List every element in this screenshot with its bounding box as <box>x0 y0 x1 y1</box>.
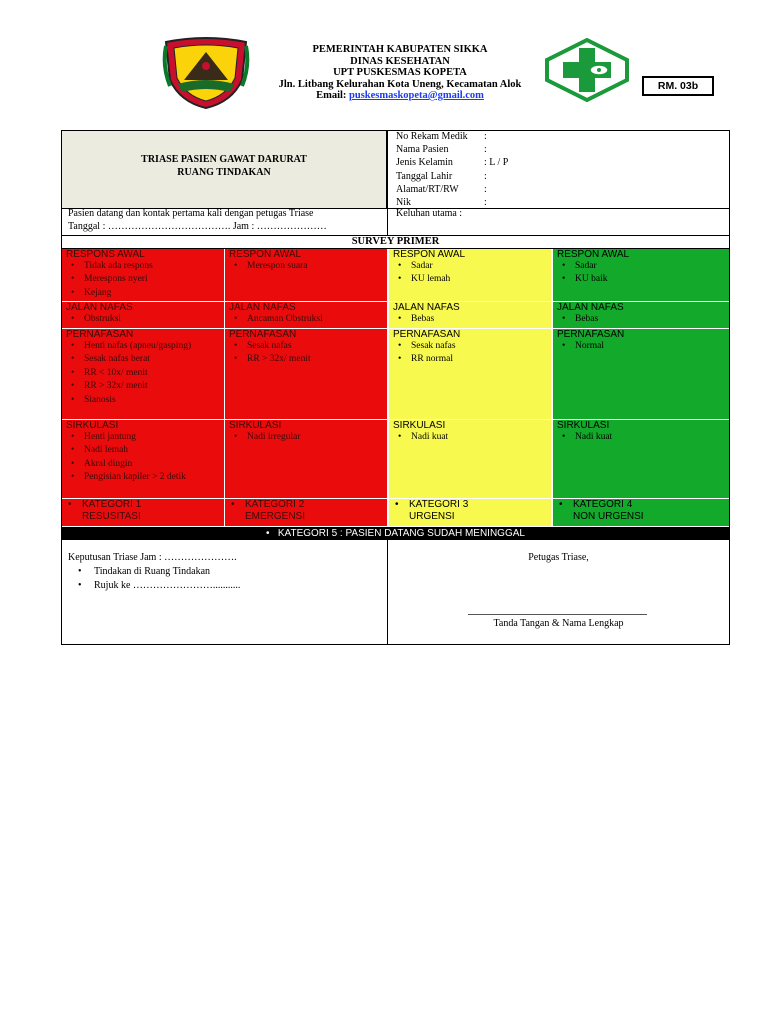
yellow-kategori-label: KATEGORI 3 <box>409 499 469 510</box>
decision-option-tindakan[interactable]: • Tindakan di Ruang Tindakan <box>94 565 240 579</box>
green-sirkulasi-item: • Nadi kuat <box>575 431 729 444</box>
red1-jalan-cell <box>62 302 224 328</box>
yellow-respons-cell <box>389 249 551 301</box>
green-kategori-cell: • KATEGORI 4 NON URGENSI <box>553 499 729 526</box>
decision-option-rujuk[interactable]: • Rujuk ke ……………………........... <box>94 579 240 593</box>
yellow-pernafasan-item: • RR normal <box>411 353 551 366</box>
red1-jalan-item: • Obstruksi <box>84 313 224 326</box>
red2-pernafasan-cell <box>225 329 387 419</box>
green-pernafasan-cell <box>553 329 729 419</box>
yellow-pernafasan-item: • Sesak nafas <box>411 340 551 353</box>
patient-info-block <box>396 130 726 209</box>
red1-jalan-heading: JALAN NAFAS <box>66 302 133 313</box>
patient-field-medical-record[interactable]: No Rekam Medik : <box>396 131 487 142</box>
red2-respons-item: • Merespon suara <box>247 260 387 273</box>
header-line-government: PEMERINTAH KABUPATEN SIKKA <box>312 44 488 55</box>
red2-pernafasan-heading: PERNAFASAN <box>229 329 297 340</box>
signature-line[interactable] <box>468 614 647 615</box>
triage-decision <box>68 551 240 593</box>
divider-vertical-top <box>387 130 388 235</box>
red1-sirkulasi-item: • Akral dingin <box>84 458 224 471</box>
green-respons-heading: RESPON AWAL <box>557 249 630 260</box>
form-title-line1: TRIASE PASIEN GAWAT DARURAT <box>141 154 307 165</box>
red1-kategori-cell: • KATEGORI 1 RESUSITASI <box>62 499 224 526</box>
red2-jalan-heading: JALAN NAFAS <box>229 302 296 313</box>
red2-kategori-name: EMERGENSI <box>245 511 306 522</box>
survey-primer-title: SURVEY PRIMER <box>351 236 440 247</box>
yellow-respons-item: • Sadar <box>411 260 551 273</box>
patient-field-nik[interactable]: Nik : <box>396 197 487 209</box>
sikka-regency-emblem-icon <box>160 36 252 110</box>
yellow-kategori-name: URGENSI <box>409 511 455 522</box>
red1-pernafasan-item: • RR > 32x/ menit <box>84 380 224 393</box>
arrival-text: Pasien datang dan kontak pertama kali dengan petugas Triase <box>68 208 314 219</box>
red2-jalan-item: • Ancaman Obstruksi <box>247 313 387 326</box>
red2-jalan-cell <box>225 302 387 328</box>
patient-field-gender[interactable]: Jenis Kelamin : L / P <box>396 157 509 169</box>
yellow-respons-heading: RESPON AWAL <box>393 249 466 260</box>
red1-sirkulasi-heading: SIRKULASI <box>66 420 119 431</box>
yellow-respons-item: • KU lemah <box>411 273 551 286</box>
patient-field-name[interactable]: Nama Pasien : <box>396 144 487 156</box>
email-link[interactable]: puskesmaskopeta@gmail.com <box>349 90 484 101</box>
arrival-date-time[interactable]: Tanggal : ………………………………. Jam : ………………… <box>68 221 327 232</box>
green-pernafasan-item: • Normal <box>575 340 729 353</box>
kategori-5-label: KATEGORI 5 : PASIEN DATANG SUDAH MENINGGAL <box>277 528 525 539</box>
header-line-department: DINAS KESEHATAN <box>350 55 450 67</box>
puskesmas-logo-icon <box>543 38 631 102</box>
red2-sirkulasi-item: • Nadi irregular <box>247 431 387 444</box>
yellow-pernafasan-heading: PERNAFASAN <box>393 329 461 340</box>
yellow-sirkulasi-heading: SIRKULASI <box>393 420 446 431</box>
medical-record-code: RM. 03b <box>642 76 714 96</box>
red1-sirkulasi-cell <box>62 420 224 498</box>
patient-field-birth-date[interactable]: Tanggal Lahir : <box>396 170 487 182</box>
green-kategori-name: NON URGENSI <box>573 511 644 522</box>
kategori-5-bar <box>62 527 729 540</box>
red1-pernafasan-item: • Sesak nafas berat <box>84 353 224 366</box>
red2-respons-heading: RESPON AWAL <box>229 249 302 260</box>
red2-kategori-cell: • KATEGORI 2 EMERGENSI <box>225 499 387 526</box>
red2-kategori-label: KATEGORI 2 <box>245 499 305 510</box>
kategori-5-bullet: • <box>266 528 278 539</box>
form-title-line2: RUANG TINDAKAN <box>177 167 271 178</box>
green-respons-item: • KU baik <box>575 273 729 286</box>
green-respons-cell <box>553 249 729 301</box>
red2-pernafasan-item: • Sesak nafas <box>247 340 387 353</box>
green-respons-item: • Sadar <box>575 260 729 273</box>
institution-header <box>250 44 550 102</box>
red1-respons-item: • Kejang <box>84 287 224 300</box>
yellow-kategori-cell: • KATEGORI 3 URGENSI <box>389 499 551 526</box>
decision-time[interactable]: Keputusan Triase Jam : …………………. <box>68 552 237 563</box>
main-complaint[interactable]: Keluhan utama : <box>396 208 463 219</box>
triage-officer-label: Petugas Triase, <box>528 552 589 563</box>
email-label: Email: <box>316 90 350 101</box>
header-line-puskesmas: UPT PUSKESMAS KOPETA <box>333 67 467 78</box>
patient-field-address[interactable]: Alamat/RT/RW : <box>396 183 487 195</box>
red2-sirkulasi-cell <box>225 420 387 498</box>
yellow-sirkulasi-item: • Nadi kuat <box>411 431 551 444</box>
red2-respons-cell <box>225 249 387 301</box>
header-line-address: Jln. Litbang Kelurahan Kota Uneng, Kecamatan Alok <box>278 78 522 90</box>
red1-pernafasan-item: • RR < 10x/ menit <box>84 367 224 380</box>
yellow-jalan-heading: JALAN NAFAS <box>393 302 460 313</box>
green-kategori-label: KATEGORI 4 <box>573 499 633 510</box>
red1-respons-cell <box>62 249 224 301</box>
header-email-line <box>250 90 550 102</box>
red1-pernafasan-item: • Henti nafas (apneu/gasping) <box>84 340 224 353</box>
red1-pernafasan-cell <box>62 329 224 419</box>
form-title <box>62 131 387 208</box>
red1-sirkulasi-item: • Pengisian kapiler > 2 detik <box>84 471 224 484</box>
red1-kategori-name: RESUSITASI <box>82 511 141 522</box>
green-sirkulasi-heading: SIRKULASI <box>557 420 610 431</box>
red1-kategori-label: KATEGORI 1 <box>82 499 142 510</box>
yellow-jalan-cell <box>389 302 551 328</box>
green-jalan-heading: JALAN NAFAS <box>557 302 624 313</box>
red1-sirkulasi-item: • Nadi lemah <box>84 444 224 457</box>
signature-label: Tanda Tangan & Nama Lengkap <box>493 618 624 629</box>
yellow-pernafasan-cell <box>389 329 551 419</box>
green-jalan-item: • Bebas <box>575 313 729 326</box>
red1-sirkulasi-item: • Henti jantung <box>84 431 224 444</box>
red1-pernafasan-item: • Sianosis <box>84 394 224 407</box>
green-jalan-cell <box>553 302 729 328</box>
yellow-sirkulasi-cell <box>389 420 551 498</box>
red1-respons-item: • Tidak ada respons <box>84 260 224 273</box>
red1-respons-heading: RESPONS AWAL <box>66 249 145 260</box>
red2-sirkulasi-heading: SIRKULASI <box>229 420 282 431</box>
red1-pernafasan-heading: PERNAFASAN <box>66 329 134 340</box>
green-pernafasan-heading: PERNAFASAN <box>557 329 625 340</box>
yellow-jalan-item: • Bebas <box>411 313 551 326</box>
green-sirkulasi-cell <box>553 420 729 498</box>
red1-respons-item: • Merespons nyeri <box>84 273 224 286</box>
red2-pernafasan-item: • RR > 32x/ menit <box>247 353 387 366</box>
